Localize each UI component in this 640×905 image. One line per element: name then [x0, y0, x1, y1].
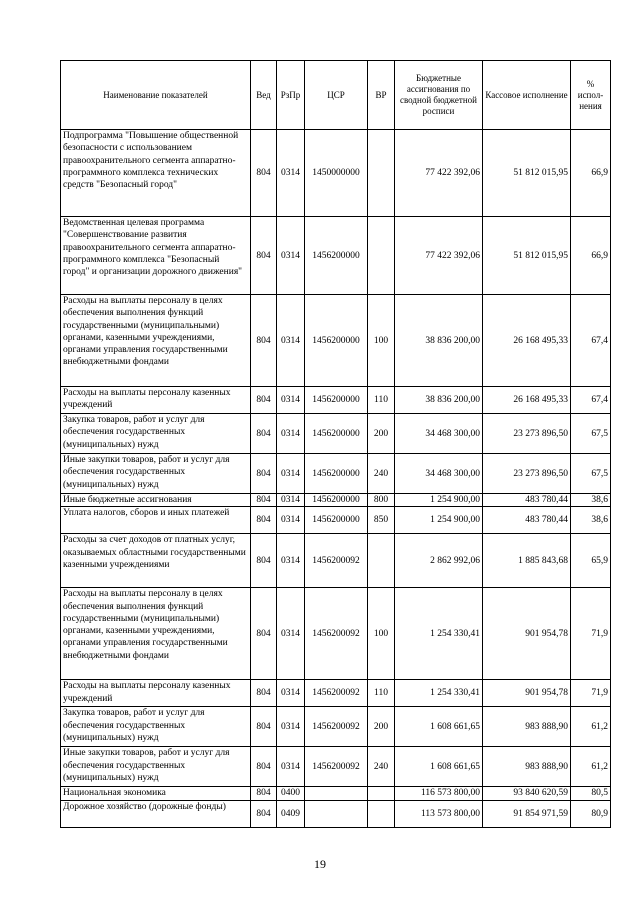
row-rzpr: 0314	[277, 217, 305, 295]
row-executed: 51 812 015,95	[483, 217, 571, 295]
row-percent: 38,6	[571, 494, 611, 507]
row-rzpr: 0314	[277, 534, 305, 588]
row-rzpr: 0314	[277, 707, 305, 747]
row-rzpr: 0314	[277, 454, 305, 494]
row-assigned: 34 468 300,00	[395, 414, 483, 454]
row-rzpr: 0314	[277, 494, 305, 507]
table-row	[61, 494, 611, 507]
row-executed: 483 780,44	[483, 494, 571, 507]
row-rzpr: 0314	[277, 414, 305, 454]
row-name: Расходы на выплаты персоналу казенных учреждений	[61, 680, 251, 707]
row-executed: 51 812 015,95	[483, 130, 571, 217]
row-ved: 804	[251, 534, 277, 588]
table-row	[61, 454, 611, 494]
header-percent: % испол-нения	[571, 61, 611, 130]
table-row	[61, 680, 611, 707]
page-number: 19	[314, 857, 326, 871]
row-assigned: 113 573 800,00	[395, 800, 483, 827]
row-name: Расходы на выплаты персоналу казенных учреждений	[61, 387, 251, 414]
row-ved: 804	[251, 588, 277, 680]
row-ved: 804	[251, 707, 277, 747]
row-vr: 110	[368, 387, 395, 414]
table-row	[61, 414, 611, 454]
row-csr: 1456200000	[305, 414, 368, 454]
row-assigned: 1 254 900,00	[395, 494, 483, 507]
table-row	[61, 787, 611, 800]
row-executed: 26 168 495,33	[483, 295, 571, 387]
row-ved: 804	[251, 787, 277, 800]
row-ved: 804	[251, 295, 277, 387]
row-rzpr: 0314	[277, 680, 305, 707]
table-row	[61, 707, 611, 747]
row-csr: 1456200000	[305, 507, 368, 534]
row-vr: 240	[368, 454, 395, 494]
row-name: Уплата налогов, сборов и иных платежей	[61, 507, 251, 534]
row-assigned: 38 836 200,00	[395, 295, 483, 387]
row-name: Дорожное хозяйство (дорожные фонды)	[61, 800, 251, 827]
row-vr: 110	[368, 680, 395, 707]
row-vr: 100	[368, 295, 395, 387]
row-ved: 804	[251, 747, 277, 787]
row-percent: 67,5	[571, 454, 611, 494]
row-name: Расходы на выплаты персоналу в целях обеспечения выполнения функций государственными (муниципальными) органами, казенными учреждениями, органами управления государственными внебюджетными фондами	[61, 295, 251, 387]
row-executed: 91 854 971,59	[483, 800, 571, 827]
row-name: Ведомственная целевая программа "Совершенствование развития правоохранительного сегмента аппаратно-программного комплекса "Безопасный город" и организации дорожного движения"	[61, 217, 251, 295]
header-ved: Вед	[251, 61, 277, 130]
row-rzpr: 0400	[277, 787, 305, 800]
row-executed: 1 885 843,68	[483, 534, 571, 588]
row-assigned: 116 573 800,00	[395, 787, 483, 800]
row-executed: 901 954,78	[483, 588, 571, 680]
row-ved: 804	[251, 680, 277, 707]
row-vr: 100	[368, 588, 395, 680]
row-name: Иные бюджетные ассигнования	[61, 494, 251, 507]
row-csr: 1456200092	[305, 680, 368, 707]
header-executed: Кассовое исполнение	[483, 61, 571, 130]
row-name: Подпрограмма "Повышение общественной безопасности с использованием правоохранительного сегмента аппаратно-программного комплекса технических средств "Безопасный город"	[61, 130, 251, 217]
budget-table	[60, 60, 611, 828]
row-percent: 80,9	[571, 800, 611, 827]
row-percent: 67,5	[571, 414, 611, 454]
row-ved: 804	[251, 130, 277, 217]
row-vr	[368, 800, 395, 827]
row-vr: 850	[368, 507, 395, 534]
row-percent: 67,4	[571, 387, 611, 414]
row-csr: 1456200092	[305, 707, 368, 747]
row-assigned: 1 608 661,65	[395, 707, 483, 747]
row-csr: 1456200000	[305, 387, 368, 414]
row-ved: 804	[251, 414, 277, 454]
row-vr	[368, 217, 395, 295]
row-percent: 61,2	[571, 747, 611, 787]
table-row	[61, 130, 611, 217]
row-executed: 26 168 495,33	[483, 387, 571, 414]
row-rzpr: 0314	[277, 130, 305, 217]
row-assigned: 77 422 392,06	[395, 130, 483, 217]
row-vr	[368, 130, 395, 217]
row-executed: 23 273 896,50	[483, 414, 571, 454]
header-name: Наименование показателей	[61, 61, 251, 130]
table-row	[61, 534, 611, 588]
row-name: Закупка товаров, работ и услуг для обеспечения государственных (муниципальных) нужд	[61, 707, 251, 747]
row-csr: 1450000000	[305, 130, 368, 217]
table-row	[61, 295, 611, 387]
table-row	[61, 588, 611, 680]
row-ved: 804	[251, 800, 277, 827]
row-csr	[305, 787, 368, 800]
header-csr: ЦСР	[305, 61, 368, 130]
row-vr: 800	[368, 494, 395, 507]
row-executed: 983 888,90	[483, 707, 571, 747]
row-csr: 1456200000	[305, 295, 368, 387]
row-executed: 983 888,90	[483, 747, 571, 787]
row-percent: 65,9	[571, 534, 611, 588]
row-vr: 240	[368, 747, 395, 787]
row-vr	[368, 534, 395, 588]
row-csr: 1456200092	[305, 534, 368, 588]
row-assigned: 1 254 330,41	[395, 588, 483, 680]
row-percent: 67,4	[571, 295, 611, 387]
row-csr: 1456200000	[305, 454, 368, 494]
row-name: Иные закупки товаров, работ и услуг для обеспечения государственных (муниципальных) нужд	[61, 747, 251, 787]
row-rzpr: 0409	[277, 800, 305, 827]
row-percent: 80,5	[571, 787, 611, 800]
table-header-row	[61, 61, 611, 130]
row-csr: 1456200000	[305, 494, 368, 507]
row-rzpr: 0314	[277, 387, 305, 414]
row-rzpr: 0314	[277, 507, 305, 534]
row-assigned: 1 254 330,41	[395, 680, 483, 707]
row-executed: 23 273 896,50	[483, 454, 571, 494]
row-rzpr: 0314	[277, 747, 305, 787]
row-assigned: 1 254 900,00	[395, 507, 483, 534]
row-assigned: 77 422 392,06	[395, 217, 483, 295]
header-assigned: Бюджетные ассигнования по сводной бюджетной росписи	[395, 61, 483, 130]
row-executed: 93 840 620,59	[483, 787, 571, 800]
row-percent: 66,9	[571, 130, 611, 217]
table-row	[61, 800, 611, 827]
row-executed: 901 954,78	[483, 680, 571, 707]
row-vr: 200	[368, 707, 395, 747]
row-ved: 804	[251, 507, 277, 534]
row-percent: 61,2	[571, 707, 611, 747]
table-row	[61, 747, 611, 787]
row-assigned: 34 468 300,00	[395, 454, 483, 494]
row-rzpr: 0314	[277, 295, 305, 387]
table-row	[61, 387, 611, 414]
row-percent: 71,9	[571, 680, 611, 707]
row-percent: 71,9	[571, 588, 611, 680]
row-csr	[305, 800, 368, 827]
row-executed: 483 780,44	[483, 507, 571, 534]
row-name: Иные закупки товаров, работ и услуг для обеспечения государственных (муниципальных) нужд	[61, 454, 251, 494]
row-name: Закупка товаров, работ и услуг для обеспечения государственных (муниципальных) нужд	[61, 414, 251, 454]
row-ved: 804	[251, 454, 277, 494]
table-row	[61, 217, 611, 295]
row-name: Расходы за счет доходов от платных услуг, оказываемых областными государственными казенными учреждениями	[61, 534, 251, 588]
row-csr: 1456200092	[305, 588, 368, 680]
row-ved: 804	[251, 494, 277, 507]
row-ved: 804	[251, 387, 277, 414]
row-assigned: 38 836 200,00	[395, 387, 483, 414]
row-vr	[368, 787, 395, 800]
row-assigned: 1 608 661,65	[395, 747, 483, 787]
row-csr: 1456200000	[305, 217, 368, 295]
row-assigned: 2 862 992,06	[395, 534, 483, 588]
row-vr: 200	[368, 414, 395, 454]
header-vr: ВР	[368, 61, 395, 130]
table-row	[61, 507, 611, 534]
row-percent: 38,6	[571, 507, 611, 534]
row-percent: 66,9	[571, 217, 611, 295]
row-csr: 1456200092	[305, 747, 368, 787]
row-ved: 804	[251, 217, 277, 295]
row-name: Расходы на выплаты персоналу в целях обеспечения выполнения функций государственными (муниципальными) органами, казенными учреждениями, органами управления государственными внебюджетными фондами	[61, 588, 251, 680]
row-rzpr: 0314	[277, 588, 305, 680]
row-name: Национальная экономика	[61, 787, 251, 800]
table-body	[61, 130, 611, 828]
header-rzpr: РзПр	[277, 61, 305, 130]
